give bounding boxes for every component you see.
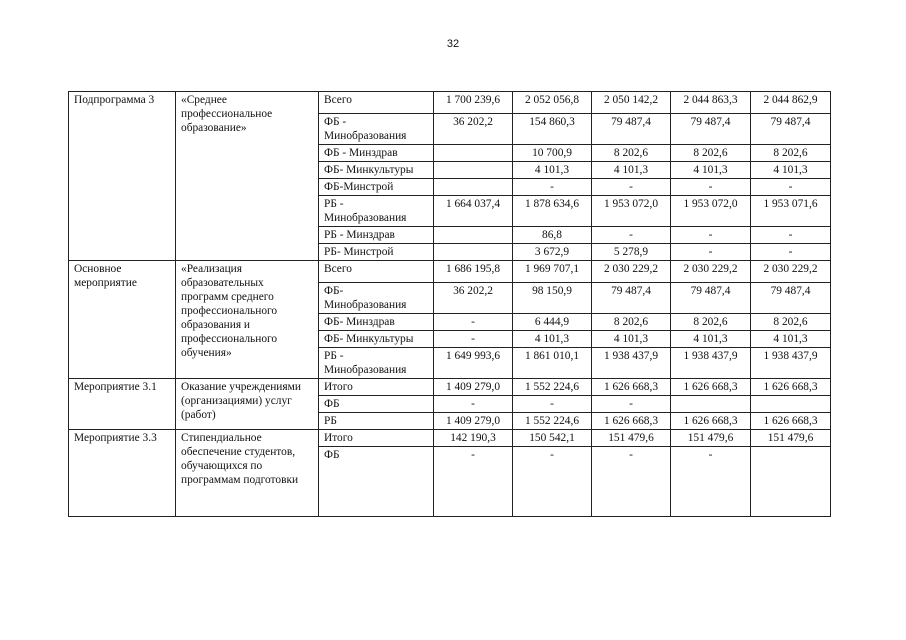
table-row <box>69 379 831 396</box>
amount-cell: 1 626 668,3 <box>671 413 751 430</box>
amount-cell: 8 202,6 <box>751 145 831 162</box>
table-row <box>69 430 831 447</box>
funding-source-cell: ФБ - Минздрав <box>319 145 434 162</box>
amount-cell: - <box>671 227 751 244</box>
amount-cell: 1 626 668,3 <box>751 413 831 430</box>
page-number: 32 <box>446 38 460 50</box>
amount-cell: 1 409 279,0 <box>434 413 513 430</box>
program-name-cell: Мероприятие 3.1 <box>69 379 176 430</box>
amount-cell: 4 101,3 <box>592 331 671 348</box>
funding-source-cell: РБ - Минобразования <box>319 348 434 379</box>
funding-source-cell: ФБ-Минстрой <box>319 179 434 196</box>
amount-cell: 1 953 072,0 <box>592 196 671 227</box>
amount-cell: 2 052 056,8 <box>513 92 592 114</box>
amount-cell: 150 542,1 <box>513 430 592 447</box>
program-title-cell: «Среднее профессиональное образование» <box>176 92 319 261</box>
amount-cell: - <box>434 447 513 517</box>
amount-cell: - <box>513 447 592 517</box>
amount-cell: 151 479,6 <box>751 430 831 447</box>
amount-cell: 79 487,4 <box>592 283 671 314</box>
funding-source-cell: РБ- Минстрой <box>319 244 434 261</box>
budget-table <box>68 91 831 517</box>
funding-source-cell: ФБ- Минкультуры <box>319 162 434 179</box>
amount-cell: 1 649 993,6 <box>434 348 513 379</box>
amount-cell: 1 626 668,3 <box>592 379 671 396</box>
amount-cell <box>434 162 513 179</box>
amount-cell: 4 101,3 <box>751 331 831 348</box>
amount-cell <box>434 179 513 196</box>
amount-cell: - <box>592 447 671 517</box>
amount-cell: 1 552 224,6 <box>513 413 592 430</box>
program-title-cell: Стипендиальное обеспечение студентов, обучающихся по программам подготовки <box>176 430 319 517</box>
amount-cell: 2 030 229,2 <box>671 261 751 283</box>
funding-source-cell: ФБ <box>319 447 434 517</box>
funding-source-cell: ФБ- Минобразования <box>319 283 434 314</box>
amount-cell: 1 861 010,1 <box>513 348 592 379</box>
amount-cell: 8 202,6 <box>592 145 671 162</box>
program-name-cell: Основное мероприятие <box>69 261 176 379</box>
amount-cell: 4 101,3 <box>671 331 751 348</box>
table-row <box>69 92 831 114</box>
amount-cell: - <box>513 396 592 413</box>
amount-cell: 36 202,2 <box>434 114 513 145</box>
amount-cell: - <box>751 244 831 261</box>
amount-cell: 8 202,6 <box>592 314 671 331</box>
amount-cell: 142 190,3 <box>434 430 513 447</box>
amount-cell <box>434 227 513 244</box>
amount-cell: 86,8 <box>513 227 592 244</box>
amount-cell: 1 938 437,9 <box>592 348 671 379</box>
amount-cell: 10 700,9 <box>513 145 592 162</box>
amount-cell: 1 953 072,0 <box>671 196 751 227</box>
amount-cell: 4 101,3 <box>671 162 751 179</box>
amount-cell: 4 101,3 <box>513 331 592 348</box>
amount-cell: 1 626 668,3 <box>751 379 831 396</box>
amount-cell: - <box>671 244 751 261</box>
amount-cell: 8 202,6 <box>671 314 751 331</box>
amount-cell: 3 672,9 <box>513 244 592 261</box>
amount-cell: - <box>671 179 751 196</box>
amount-cell: - <box>513 179 592 196</box>
amount-cell: 2 030 229,2 <box>751 261 831 283</box>
amount-cell: 4 101,3 <box>592 162 671 179</box>
funding-source-cell: ФБ <box>319 396 434 413</box>
amount-cell: - <box>434 396 513 413</box>
amount-cell: - <box>671 447 751 517</box>
amount-cell: 8 202,6 <box>671 145 751 162</box>
program-name-cell: Подпрограмма 3 <box>69 92 176 261</box>
amount-cell: 1 664 037,4 <box>434 196 513 227</box>
amount-cell: 79 487,4 <box>751 114 831 145</box>
amount-cell: - <box>751 227 831 244</box>
amount-cell: - <box>751 179 831 196</box>
amount-cell: 98 150,9 <box>513 283 592 314</box>
table-row <box>69 261 831 283</box>
funding-source-cell: ФБ - Минобразования <box>319 114 434 145</box>
funding-source-cell: Итого <box>319 430 434 447</box>
amount-cell: 1 938 437,9 <box>671 348 751 379</box>
amount-cell <box>671 396 751 413</box>
amount-cell: 1 700 239,6 <box>434 92 513 114</box>
amount-cell: 6 444,9 <box>513 314 592 331</box>
program-name-cell: Мероприятие 3.3 <box>69 430 176 517</box>
funding-source-cell: Всего <box>319 92 434 114</box>
amount-cell: 1 686 195,8 <box>434 261 513 283</box>
amount-cell: - <box>434 331 513 348</box>
amount-cell: 2 044 863,3 <box>671 92 751 114</box>
funding-source-cell: Всего <box>319 261 434 283</box>
amount-cell: 1 409 279,0 <box>434 379 513 396</box>
funding-source-cell: РБ - Минобразования <box>319 196 434 227</box>
amount-cell: 2 030 229,2 <box>592 261 671 283</box>
amount-cell: 4 101,3 <box>751 162 831 179</box>
amount-cell: 1 953 071,6 <box>751 196 831 227</box>
amount-cell: 1 938 437,9 <box>751 348 831 379</box>
amount-cell: - <box>592 227 671 244</box>
program-title-cell: «Реализация образовательных программ среднего профессионального образования и профессионального обучения» <box>176 261 319 379</box>
amount-cell: 1 626 668,3 <box>671 379 751 396</box>
program-title-cell: Оказание учреждениями (организациями) услуг (работ) <box>176 379 319 430</box>
amount-cell <box>751 396 831 413</box>
amount-cell: 5 278,9 <box>592 244 671 261</box>
amount-cell: 8 202,6 <box>751 314 831 331</box>
amount-cell: 79 487,4 <box>671 283 751 314</box>
amount-cell: 154 860,3 <box>513 114 592 145</box>
amount-cell <box>434 244 513 261</box>
amount-cell <box>434 145 513 162</box>
amount-cell: 36 202,2 <box>434 283 513 314</box>
funding-source-cell: ФБ- Минкультуры <box>319 331 434 348</box>
amount-cell: 151 479,6 <box>671 430 751 447</box>
amount-cell: 1 626 668,3 <box>592 413 671 430</box>
funding-source-cell: РБ - Минздрав <box>319 227 434 244</box>
amount-cell: - <box>592 396 671 413</box>
amount-cell: 2 050 142,2 <box>592 92 671 114</box>
funding-source-cell: РБ <box>319 413 434 430</box>
funding-source-cell: ФБ- Минздрав <box>319 314 434 331</box>
amount-cell: 1 552 224,6 <box>513 379 592 396</box>
amount-cell: 1 969 707,1 <box>513 261 592 283</box>
amount-cell: 79 487,4 <box>671 114 751 145</box>
amount-cell: 79 487,4 <box>751 283 831 314</box>
funding-source-cell: Итого <box>319 379 434 396</box>
amount-cell: - <box>592 179 671 196</box>
amount-cell: 151 479,6 <box>592 430 671 447</box>
amount-cell: - <box>434 314 513 331</box>
amount-cell: 79 487,4 <box>592 114 671 145</box>
amount-cell: 4 101,3 <box>513 162 592 179</box>
amount-cell: 1 878 634,6 <box>513 196 592 227</box>
amount-cell <box>751 447 831 517</box>
amount-cell: 2 044 862,9 <box>751 92 831 114</box>
